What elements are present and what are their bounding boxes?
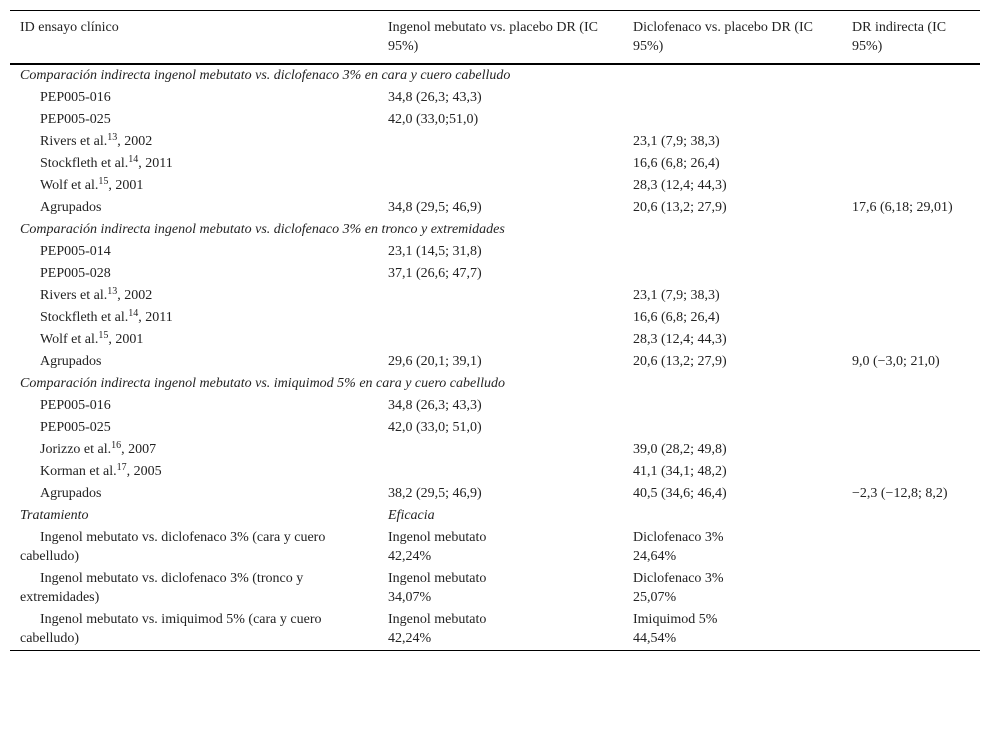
cell-indirect (842, 87, 980, 109)
trial-year: , 2007 (121, 442, 157, 457)
cell-ingenol (378, 175, 623, 197)
summary-drug-b (623, 609, 842, 651)
trial-name (10, 351, 378, 373)
cell-indirect: −2,3 (−12,8; 8,2) (852, 486, 948, 501)
summary-empty-cell (842, 527, 980, 568)
cell-ingenol (378, 131, 623, 153)
table-container (10, 10, 980, 651)
cell-comparator (623, 417, 842, 439)
trial-label: Agrupados (40, 200, 102, 215)
header-diclofenac-vs-placebo: Diclofenaco vs. placebo DR (IC 95%) (633, 20, 813, 54)
cell-diclofenac (623, 109, 842, 131)
cell-diclofenac (623, 87, 842, 109)
trial-name (10, 175, 378, 197)
cell-comparator: 39,0 (28,2; 49,8) (633, 442, 727, 457)
table-row-pooled (10, 483, 980, 505)
reference-superscript: 13 (107, 132, 118, 143)
cell-indirect (842, 131, 980, 153)
summary-empty-cell (623, 505, 842, 527)
cell-diclofenac (623, 263, 842, 285)
drug-b-name: Diclofenaco 3% (633, 530, 724, 545)
trial-label: Wolf et al. (40, 178, 99, 193)
trial-label: Rivers et al. (40, 288, 108, 303)
table-row (10, 417, 980, 439)
cell-comparator (623, 395, 842, 417)
drug-a-name: Ingenol mebutato (388, 612, 487, 627)
header-trial-id: ID ensayo clínico (20, 20, 119, 35)
trial-name (10, 461, 378, 483)
header-indirect-dr: DR indirecta (IC 95%) (852, 20, 947, 54)
summary-drug-a (378, 527, 623, 568)
summary-label-efficacy: Eficacia (388, 508, 435, 523)
trial-label: Jorizzo et al. (40, 442, 112, 457)
cell-indirect (842, 285, 980, 307)
summary-empty-cell (842, 609, 980, 651)
trial-year: , 2002 (117, 134, 153, 149)
trial-label: PEP005-025 (40, 420, 111, 435)
cell-ingenol: 34,8 (26,3; 43,3) (388, 90, 482, 105)
cell-ingenol (378, 153, 623, 175)
cell-ingenol: 23,1 (14,5; 31,8) (388, 244, 482, 259)
cell-ingenol: 34,8 (26,3; 43,3) (388, 398, 482, 413)
cell-ingenol (378, 461, 623, 483)
cell-diclofenac: 23,1 (7,9; 38,3) (633, 134, 720, 149)
cell-diclofenac: 23,1 (7,9; 38,3) (633, 288, 720, 303)
section-title-row (10, 64, 980, 87)
table-body (10, 64, 980, 651)
reference-superscript: 15 (98, 330, 109, 341)
trial-label: Stockfleth et al. (40, 310, 129, 325)
drug-b-name: Imiquimod 5% (633, 612, 718, 627)
drug-a-value: 34,07% (388, 590, 432, 605)
cell-indirect (842, 395, 980, 417)
cell-indirect (842, 153, 980, 175)
drug-a-value: 42,24% (388, 631, 432, 646)
table-row (10, 329, 980, 351)
cell-diclofenac: 20,6 (13,2; 27,9) (633, 354, 727, 369)
cell-ingenol (378, 329, 623, 351)
reference-superscript: 15 (98, 176, 109, 187)
reference-superscript: 14 (128, 308, 139, 319)
trial-year: , 2001 (108, 178, 144, 193)
drug-b-value: 25,07% (633, 590, 677, 605)
trial-name (10, 439, 378, 461)
summary-treatment: Ingenol mebutato vs. diclofenaco 3% (tronco y extremidades) (20, 571, 304, 605)
reference-superscript: 17 (116, 462, 127, 473)
trial-label: PEP005-016 (40, 90, 111, 105)
trial-name (10, 241, 378, 263)
cell-diclofenac: 16,6 (6,8; 26,4) (633, 310, 720, 325)
summary-drug-b (623, 568, 842, 609)
trial-name (10, 307, 378, 329)
drug-b-value: 44,54% (633, 631, 677, 646)
drug-b-name: Diclofenaco 3% (633, 571, 724, 586)
table-row (10, 307, 980, 329)
header-row (10, 11, 980, 65)
section-title-row (10, 219, 980, 241)
reference-superscript: 13 (107, 286, 118, 297)
cell-ingenol (378, 285, 623, 307)
cell-indirect (842, 307, 980, 329)
results-table (10, 10, 980, 651)
summary-row (10, 527, 980, 568)
cell-diclofenac (623, 241, 842, 263)
section-title: Comparación indirecta ingenol mebutato vs. imiquimod 5% en cara y cuero cabelludo (20, 376, 505, 391)
section-title: Comparación indirecta ingenol mebutato vs. diclofenaco 3% en cara y cuero cabelludo (20, 68, 511, 83)
cell-ingenol: 29,6 (20,1; 39,1) (388, 354, 482, 369)
trial-label: Stockfleth et al. (40, 156, 129, 171)
cell-diclofenac: 16,6 (6,8; 26,4) (633, 156, 720, 171)
table-row (10, 461, 980, 483)
drug-a-value: 42,24% (388, 549, 432, 564)
reference-superscript: 14 (128, 154, 139, 165)
trial-name (10, 395, 378, 417)
cell-indirect (842, 175, 980, 197)
trial-year: , 2002 (117, 288, 153, 303)
cell-indirect (842, 439, 980, 461)
cell-diclofenac: 20,6 (13,2; 27,9) (633, 200, 727, 215)
summary-drug-a (378, 609, 623, 651)
cell-indirect (842, 241, 980, 263)
cell-ingenol: 38,2 (29,5; 46,9) (388, 486, 482, 501)
table-row-pooled (10, 197, 980, 219)
trial-name (10, 153, 378, 175)
trial-label: Wolf et al. (40, 332, 99, 347)
summary-drug-a (378, 568, 623, 609)
summary-empty-cell (842, 568, 980, 609)
table-row-pooled (10, 351, 980, 373)
trial-name (10, 197, 378, 219)
trial-year: , 2005 (126, 464, 162, 479)
table-row (10, 241, 980, 263)
trial-label: PEP005-028 (40, 266, 111, 281)
trial-label: PEP005-016 (40, 398, 111, 413)
trial-name (10, 87, 378, 109)
cell-indirect (842, 461, 980, 483)
table-row (10, 263, 980, 285)
cell-ingenol: 42,0 (33,0;51,0) (388, 112, 479, 127)
cell-comparator: 40,5 (34,6; 46,4) (633, 486, 727, 501)
trial-name (10, 131, 378, 153)
summary-label-treatment: Tratamiento (20, 508, 89, 523)
table-row (10, 131, 980, 153)
trial-label: Rivers et al. (40, 134, 108, 149)
trial-name (10, 109, 378, 131)
trial-year: , 2011 (138, 156, 173, 171)
cell-ingenol: 34,8 (29,5; 46,9) (388, 200, 482, 215)
drug-a-name: Ingenol mebutato (388, 571, 487, 586)
cell-ingenol (378, 307, 623, 329)
summary-row (10, 568, 980, 609)
trial-label: Korman et al. (40, 464, 117, 479)
cell-ingenol: 37,1 (26,6; 47,7) (388, 266, 482, 281)
trial-name (10, 263, 378, 285)
section-title-row (10, 373, 980, 395)
drug-b-value: 24,64% (633, 549, 677, 564)
table-row (10, 395, 980, 417)
trial-year: , 2011 (138, 310, 173, 325)
drug-a-name: Ingenol mebutato (388, 530, 487, 545)
cell-indirect (842, 263, 980, 285)
cell-ingenol (378, 439, 623, 461)
table-row (10, 439, 980, 461)
trial-name (10, 285, 378, 307)
cell-comparator: 41,1 (34,1; 48,2) (633, 464, 727, 479)
cell-indirect (842, 329, 980, 351)
summary-treatment: Ingenol mebutato vs. diclofenaco 3% (cara y cuero cabelludo) (20, 530, 326, 564)
trial-label: PEP005-014 (40, 244, 111, 259)
table-header (10, 11, 980, 65)
cell-diclofenac: 28,3 (12,4; 44,3) (633, 332, 727, 347)
trial-label: Agrupados (40, 354, 102, 369)
trial-name (10, 417, 378, 439)
cell-ingenol: 42,0 (33,0; 51,0) (388, 420, 482, 435)
table-row (10, 87, 980, 109)
table-row (10, 285, 980, 307)
summary-row (10, 609, 980, 651)
summary-drug-b (623, 527, 842, 568)
table-row (10, 109, 980, 131)
summary-treatment: Ingenol mebutato vs. imiquimod 5% (cara y cuero cabelludo) (20, 612, 322, 646)
cell-diclofenac: 28,3 (12,4; 44,3) (633, 178, 727, 193)
table-row (10, 175, 980, 197)
reference-superscript: 16 (111, 440, 122, 451)
trial-label: PEP005-025 (40, 112, 111, 127)
table-row (10, 153, 980, 175)
cell-indirect: 17,6 (6,18; 29,01) (852, 200, 953, 215)
cell-indirect (842, 109, 980, 131)
cell-indirect (842, 417, 980, 439)
cell-indirect: 9,0 (−3,0; 21,0) (852, 354, 940, 369)
trial-name (10, 483, 378, 505)
summary-header-row (10, 505, 980, 527)
summary-empty-cell (842, 505, 980, 527)
trial-label: Agrupados (40, 486, 102, 501)
trial-year: , 2001 (108, 332, 144, 347)
header-ingenol-vs-placebo: Ingenol mebutato vs. placebo DR (IC 95%) (388, 20, 598, 54)
section-title: Comparación indirecta ingenol mebutato vs. diclofenaco 3% en tronco y extremidades (20, 222, 505, 237)
trial-name (10, 329, 378, 351)
